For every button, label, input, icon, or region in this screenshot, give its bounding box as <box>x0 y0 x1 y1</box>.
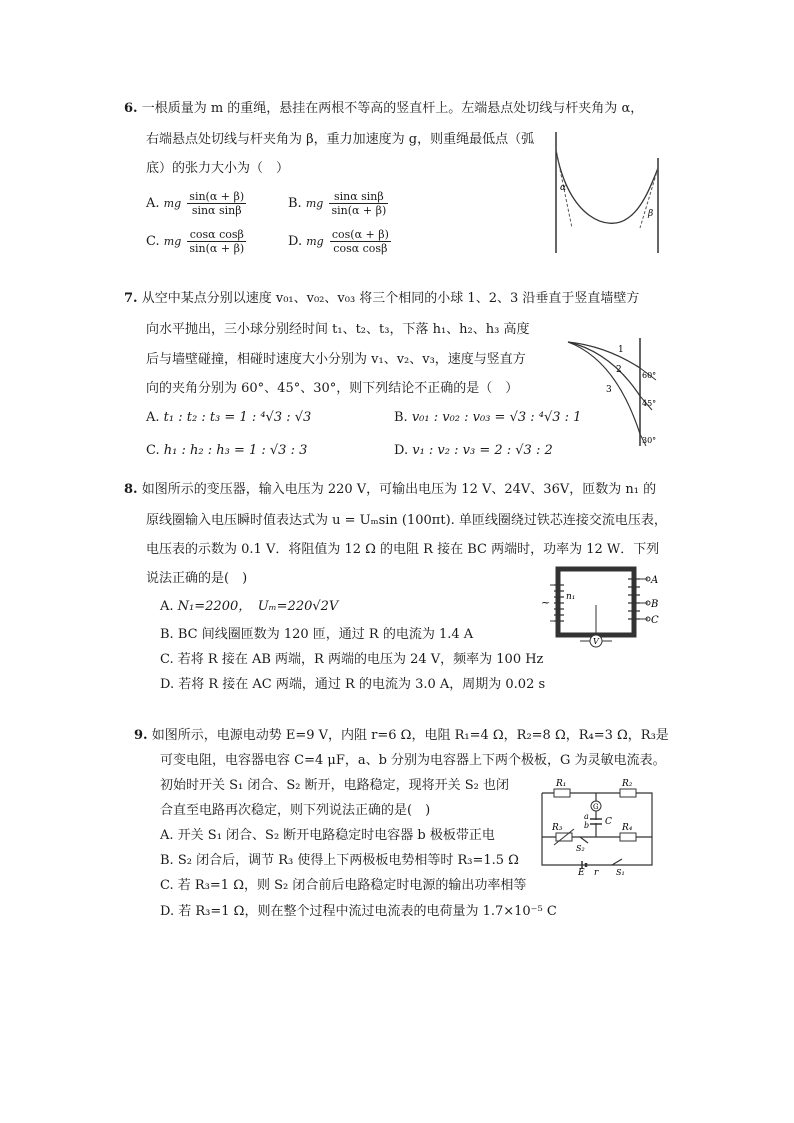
q8-text-1: 如图所示的变压器，输入电压为 220 V，可输出电压为 12 V、24V、36V，匝数为 n₁ 的 <box>141 482 657 497</box>
q7-projectile-figure <box>566 338 676 448</box>
q7-option-a: A. t₁ : t₂ : t₃ = 1 : ⁴√3 : √3 <box>146 410 312 425</box>
q7-line3: 后与墙壁碰撞，相碰时速度大小分别为 v₁、v₂、v₃，速度与竖直方 <box>146 352 526 367</box>
q9-label-c: C <box>605 817 612 827</box>
q9-label-r4: R₄ <box>622 823 633 833</box>
q9-line1 <box>134 727 669 745</box>
q7-trajectory-1 <box>568 342 640 368</box>
q6-option-d-fraction: $\frac{\cos(\alpha + \beta)}{\text{cosα cosβ}}$ <box>331 228 389 255</box>
q6-text-1: 一根质量为 m 的重绳，悬挂在两根不等高的竖直杆上。左端悬点处切线与杆夹角为 α， <box>141 101 644 116</box>
q9-line4: 合直至电路再次稳定，则下列说法正确的是( ) <box>160 803 431 818</box>
q8-option-b: B. BC 间线圈匝数为 120 匝，通过 R 的电流为 1.4 A <box>160 627 474 642</box>
q8-line4: 说法正确的是( ) <box>146 571 248 586</box>
q6-option-a: A. mg $\frac{\sin(\alpha + \beta)}{\text{sinα sinβ}}$ <box>146 190 245 217</box>
q9-option-a: A. 开关 S₁ 闭合、S₂ 断开电路稳定时电容器 b 极板带正电 <box>160 828 495 843</box>
q9-label-r1: R₁ <box>556 779 567 789</box>
q7-angle-1: 60° <box>642 371 657 380</box>
q8-option-d: D. 若将 R 接在 AC 两端，通过 R 的电流为 3.0 A，周期为 0.02 s <box>160 677 546 692</box>
q9-label-g: G <box>593 803 599 811</box>
q9-label-a: a <box>584 812 589 821</box>
q9-resistor-r1 <box>554 789 570 797</box>
q9-option-b: B. S₂ 闭合后，调节 R₃ 使得上下两极板电势相等时 R₃=1.5 Ω <box>160 853 519 868</box>
q8-line1 <box>124 481 656 499</box>
q9-resistor-r4 <box>620 833 636 841</box>
q8-option-c: C. 若将 R 接在 AB 两端，R 两端的电压为 24 V，频率为 100 Hz <box>160 652 544 667</box>
q7-trajectory-3 <box>568 342 640 434</box>
q7-option-b: B. v₀₁ : v₀₂ : v₀₃ = √3 : ⁴√3 : 1 <box>394 410 582 425</box>
q7-line2: 向水平抛出，三小球分别经时间 t₁、t₂、t₃，下落 h₁、h₂、h₃ 高度 <box>146 322 530 337</box>
q9-label-r2: R₂ <box>622 779 633 789</box>
q9-label-s1: S₁ <box>616 868 625 877</box>
q8-label-n1: n₁ <box>566 592 576 602</box>
q7-angle-2: 45° <box>642 399 657 408</box>
q8-line3: 电压表的示数为 0.1 V．将阻值为 12 Ω 的电阻 R 接在 BC 两端时，功率为 12 W．下列 <box>146 542 660 557</box>
q6-right-tangent <box>640 168 658 228</box>
q6-alpha-label: α <box>560 183 567 193</box>
q7-line4: 向的夹角分别为 60°、45°、30°，则下列结论不正确的是（ ） <box>146 381 519 396</box>
q9-option-d: D. 若 R₃=1 Ω，则在整个过程中流过电流表的电荷量为 1.7×10⁻⁵ C <box>160 904 557 919</box>
q8-ac-source-symbol: ~ <box>541 596 551 609</box>
q6-option-d: D. mg $\frac{\cos(\alpha + \beta)}{\text{cosα cosβ}}$ <box>288 228 389 255</box>
q9-switch-s1 <box>612 859 622 865</box>
q9-line3: 初始时开关 S₁ 闭合、S₂ 断开，电路稳定，现将开关 S₂ 也闭 <box>160 778 510 793</box>
q7-line1 <box>124 290 639 308</box>
q7-angle-3: 30° <box>642 436 657 445</box>
q9-option-c: C. 若 R₃=1 Ω，则 S₂ 闭合前后电路稳定时电源的输出功率相等 <box>160 878 527 893</box>
q6-line1 <box>124 100 643 118</box>
q7-ball-3: 3 <box>606 385 612 395</box>
q9-label-r3: R₃ <box>552 823 563 833</box>
q9-label-r: r <box>594 868 599 878</box>
q9-circuit-figure <box>520 775 670 878</box>
q8-label-b: B <box>651 599 659 610</box>
q6-option-c-fraction: $\frac{\text{cosα cosβ}}{\sin(\alpha + \beta)}$ <box>189 228 245 255</box>
q8-line2: 原线圈输入电压瞬时值表达式为 u = Uₘsin (100πt). 单匝线圈绕过铁芯连接交流电压表， <box>146 513 667 528</box>
q6-rope-figure <box>548 128 668 258</box>
q6-number: 6. <box>124 101 138 116</box>
q8-number: 8. <box>124 482 138 497</box>
q9-switch-s2 <box>580 837 588 843</box>
q9-capacitor-gap <box>592 820 600 823</box>
q9-line2: 可变电阻，电容器电容 C=4 μF，a、b 分别为电容器上下两个极板，G 为灵敏电流表。 <box>160 753 666 768</box>
q9-label-e: E <box>578 868 585 878</box>
q9-text-1: 如图所示，电源电动势 E=9 V，内阻 r=6 Ω，电阻 R₁=4 Ω，R₂=8 Ω，R₄=3 Ω，R₃是 <box>151 728 669 743</box>
q8-transformer-figure <box>540 565 660 653</box>
q9-label-b: b <box>584 821 590 830</box>
q9-number: 9. <box>134 728 148 743</box>
q8-label-a: A <box>651 575 659 586</box>
q7-option-c: C. h₁ : h₂ : h₃ = 1 : √3 : 3 <box>146 443 308 458</box>
q7-ball-2: 2 <box>616 365 622 375</box>
q6-option-b-fraction: $\frac{\text{sinα sinβ}}{\sin(\alpha + \beta)}$ <box>331 190 387 217</box>
q9-label-s2: S₂ <box>576 844 585 853</box>
q6-line2: 右端悬点处切线与杆夹角为 β，重力加速度为 g，则重绳最低点（弧 <box>146 132 535 147</box>
q6-option-c: C. mg $\frac{\text{cosα cosβ}}{\sin(\alpha + \beta)}$ <box>146 228 245 255</box>
q8-primary-coil <box>554 585 564 621</box>
q7-option-d: D. v₁ : v₂ : v₃ = 2 : √3 : 2 <box>394 443 553 458</box>
q7-ball-1: 1 <box>618 345 624 355</box>
q6-line3: 底）的张力大小为（ ） <box>146 161 290 176</box>
q7-text-1: 从空中某点分别以速度 v₀₁、v₀₂、v₀₃ 将三个相同的小球 1、2、3 沿垂直于竖直墙壁方 <box>141 291 640 306</box>
q8-option-a: A. N₁=2200， Uₘ=220√2V <box>160 599 339 614</box>
q9-resistor-r2 <box>620 789 636 797</box>
q8-label-c: C <box>651 615 659 626</box>
q6-beta-label: β <box>648 209 654 219</box>
q6-rope <box>556 150 658 223</box>
q6-option-a-fraction: $\frac{\sin(\alpha + \beta)}{\text{sinα sinβ}}$ <box>189 190 245 217</box>
q7-number: 7. <box>124 291 138 306</box>
q6-option-b: B. mg $\frac{\text{sinα sinβ}}{\sin(\alpha + \beta)}$ <box>288 190 387 217</box>
q8-voltmeter-label: V <box>593 637 599 646</box>
